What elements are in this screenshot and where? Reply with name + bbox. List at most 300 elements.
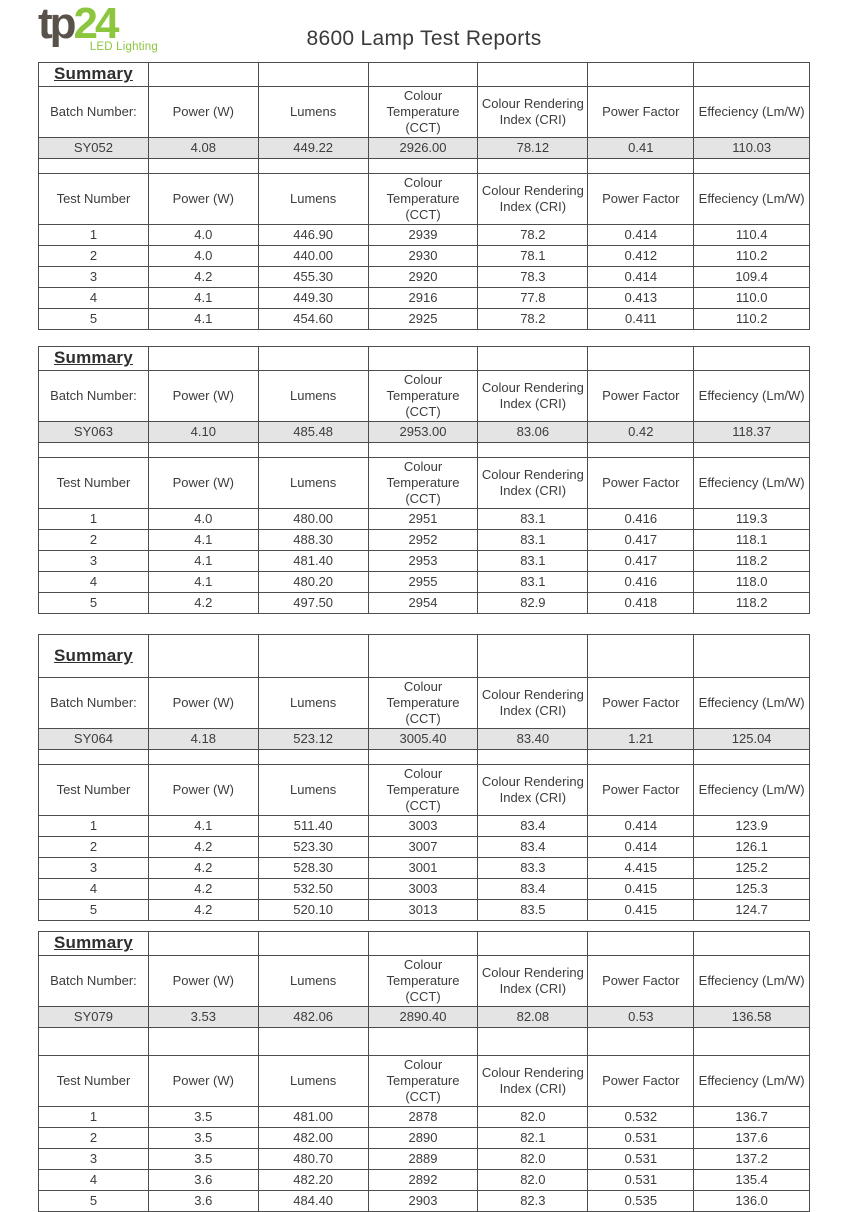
test-cell: 4.2: [148, 267, 258, 288]
empty-cell: [694, 750, 810, 765]
batch-cell: 4.10: [148, 422, 258, 443]
test-cell: 3001: [368, 858, 478, 879]
test-cell: 2920: [368, 267, 478, 288]
column-header-lumens: Lumens: [258, 458, 368, 509]
report-sections: [38, 62, 810, 1212]
empty-cell: [588, 932, 694, 956]
column-header-batch-number: Batch Number:: [39, 371, 149, 422]
test-number-cell: 1: [39, 225, 149, 246]
test-row: [39, 1128, 810, 1149]
test-number-cell: 3: [39, 858, 149, 879]
batch-number-cell: SY063: [39, 422, 149, 443]
column-header-power: Power (W): [148, 371, 258, 422]
empty-cell: [148, 1028, 258, 1056]
document-header: [38, 0, 810, 62]
batch-number-cell: SY052: [39, 138, 149, 159]
empty-cell: [148, 750, 258, 765]
batch-cell: 83.06: [478, 422, 588, 443]
column-header-cri: Colour Rendering Index (CRI): [478, 678, 588, 729]
test-cell: 83.4: [478, 837, 588, 858]
spacer-row: [39, 1028, 810, 1056]
empty-cell: [258, 347, 368, 371]
column-header-efficiency: Effeciency (Lm/W): [694, 458, 810, 509]
empty-cell: [588, 159, 694, 174]
test-cell: 4.2: [148, 900, 258, 921]
column-header-power-factor: Power Factor: [588, 458, 694, 509]
batch-cell: 125.04: [694, 729, 810, 750]
test-cell: 126.1: [694, 837, 810, 858]
test-cell: 482.20: [258, 1170, 368, 1191]
batch-cell: 449.22: [258, 138, 368, 159]
test-row: [39, 225, 810, 246]
test-cell: 482.00: [258, 1128, 368, 1149]
summary-heading-cell: [39, 347, 149, 371]
empty-cell: [148, 932, 258, 956]
test-cell: 78.2: [478, 225, 588, 246]
test-cell: 2916: [368, 288, 478, 309]
summary-heading: Summary: [53, 645, 133, 665]
column-header-cri: Colour Rendering Index (CRI): [478, 1056, 588, 1107]
test-cell: 528.30: [258, 858, 368, 879]
empty-cell: [588, 635, 694, 678]
test-cell: 2889: [368, 1149, 478, 1170]
test-row: [39, 837, 810, 858]
empty-cell: [148, 63, 258, 87]
column-header-power: Power (W): [148, 678, 258, 729]
test-cell: 136.0: [694, 1191, 810, 1212]
column-header-batch-number: Batch Number:: [39, 87, 149, 138]
summary-row: [39, 347, 810, 371]
column-header-cri: Colour Rendering Index (CRI): [478, 458, 588, 509]
test-number-cell: 5: [39, 1191, 149, 1212]
column-header-cri: Colour Rendering Index (CRI): [478, 765, 588, 816]
test-cell: 123.9: [694, 816, 810, 837]
column-header-cri: Colour Rendering Index (CRI): [478, 956, 588, 1007]
test-cell: 2925: [368, 309, 478, 330]
batch-cell: 0.53: [588, 1007, 694, 1028]
batch-cell: 3.53: [148, 1007, 258, 1028]
empty-cell: [478, 347, 588, 371]
test-number-cell: 4: [39, 288, 149, 309]
table-body: [39, 63, 810, 330]
test-cell: 488.30: [258, 530, 368, 551]
column-header-cct: Colour Temperature (CCT): [368, 174, 478, 225]
empty-cell: [694, 1028, 810, 1056]
test-cell: 78.1: [478, 246, 588, 267]
test-cell: 82.0: [478, 1149, 588, 1170]
test-cell: 4.2: [148, 858, 258, 879]
test-cell: 3003: [368, 879, 478, 900]
batch-cell: 2953.00: [368, 422, 478, 443]
empty-cell: [368, 159, 478, 174]
test-cell: 0.418: [588, 593, 694, 614]
test-cell: 0.531: [588, 1128, 694, 1149]
lamp-test-table: [38, 931, 810, 1212]
batch-cell: 0.41: [588, 138, 694, 159]
report-section: [38, 931, 810, 1212]
batch-cell: 110.03: [694, 138, 810, 159]
batch-summary-row: [39, 422, 810, 443]
column-header-cri: Colour Rendering Index (CRI): [478, 371, 588, 422]
test-cell: 78.3: [478, 267, 588, 288]
column-header-lumens: Lumens: [258, 956, 368, 1007]
test-cell: 4.0: [148, 509, 258, 530]
test-cell: 118.2: [694, 593, 810, 614]
empty-cell: [694, 347, 810, 371]
test-cell: 83.1: [478, 509, 588, 530]
test-cell: 0.414: [588, 837, 694, 858]
test-cell: 4.1: [148, 288, 258, 309]
test-cell: 109.4: [694, 267, 810, 288]
empty-cell: [368, 1028, 478, 1056]
empty-cell: [694, 443, 810, 458]
empty-cell: [694, 159, 810, 174]
test-cell: 2951: [368, 509, 478, 530]
test-row: [39, 1170, 810, 1191]
test-cell: 124.7: [694, 900, 810, 921]
test-cell: 83.1: [478, 572, 588, 593]
test-number-cell: 5: [39, 593, 149, 614]
empty-cell: [148, 635, 258, 678]
column-header-power-factor: Power Factor: [588, 371, 694, 422]
test-cell: 511.40: [258, 816, 368, 837]
test-number-cell: 4: [39, 879, 149, 900]
empty-cell: [694, 63, 810, 87]
empty-cell: [478, 1028, 588, 1056]
test-number-cell: 4: [39, 1170, 149, 1191]
test-cell: 110.4: [694, 225, 810, 246]
test-row: [39, 1149, 810, 1170]
test-cell: 110.2: [694, 309, 810, 330]
empty-cell: [39, 750, 149, 765]
empty-cell: [588, 347, 694, 371]
batch-cell: 4.08: [148, 138, 258, 159]
test-row: [39, 879, 810, 900]
test-cell: 454.60: [258, 309, 368, 330]
test-number-cell: 3: [39, 1149, 149, 1170]
column-header-power-factor: Power Factor: [588, 765, 694, 816]
column-header-power: Power (W): [148, 956, 258, 1007]
test-cell: 3.6: [148, 1170, 258, 1191]
column-header-cct: Colour Temperature (CCT): [368, 956, 478, 1007]
test-cell: 0.531: [588, 1149, 694, 1170]
test-number-cell: 1: [39, 1107, 149, 1128]
test-cell: 4.1: [148, 309, 258, 330]
report-section: [38, 634, 810, 921]
column-header-power-factor: Power Factor: [588, 174, 694, 225]
column-header-power-factor: Power Factor: [588, 87, 694, 138]
test-cell: 4.1: [148, 551, 258, 572]
summary-heading: Summary: [53, 933, 133, 953]
test-cell: 0.417: [588, 530, 694, 551]
batch-cell: 2926.00: [368, 138, 478, 159]
column-header-cct: Colour Temperature (CCT): [368, 371, 478, 422]
column-header-power: Power (W): [148, 458, 258, 509]
summary-row: [39, 63, 810, 87]
batch-header-row: [39, 371, 810, 422]
empty-cell: [258, 63, 368, 87]
table-body: [39, 932, 810, 1212]
batch-cell: 78.12: [478, 138, 588, 159]
test-number-cell: 2: [39, 1128, 149, 1149]
test-row: [39, 551, 810, 572]
test-cell: 82.9: [478, 593, 588, 614]
column-header-lumens: Lumens: [258, 1056, 368, 1107]
test-cell: 0.415: [588, 900, 694, 921]
test-cell: 480.70: [258, 1149, 368, 1170]
spacer-row: [39, 750, 810, 765]
empty-cell: [588, 1028, 694, 1056]
test-cell: 0.416: [588, 572, 694, 593]
test-row: [39, 267, 810, 288]
test-cell: 4.2: [148, 593, 258, 614]
test-number-cell: 5: [39, 309, 149, 330]
column-header-batch-number: Batch Number:: [39, 678, 149, 729]
test-cell: 77.8: [478, 288, 588, 309]
column-header-lumens: Lumens: [258, 174, 368, 225]
empty-cell: [478, 63, 588, 87]
test-cell: 137.2: [694, 1149, 810, 1170]
batch-cell: 1.21: [588, 729, 694, 750]
test-cell: 4.1: [148, 816, 258, 837]
test-header-row: [39, 458, 810, 509]
summary-heading-cell: [39, 932, 149, 956]
test-cell: 480.00: [258, 509, 368, 530]
logo-subtitle: LED Lighting: [89, 41, 158, 53]
empty-cell: [478, 750, 588, 765]
empty-cell: [258, 932, 368, 956]
test-cell: 0.532: [588, 1107, 694, 1128]
empty-cell: [39, 159, 149, 174]
test-cell: 455.30: [258, 267, 368, 288]
column-header-cct: Colour Temperature (CCT): [368, 87, 478, 138]
column-header-lumens: Lumens: [258, 765, 368, 816]
column-header-cct: Colour Temperature (CCT): [368, 678, 478, 729]
empty-cell: [258, 1028, 368, 1056]
test-cell: 520.10: [258, 900, 368, 921]
column-header-power-factor: Power Factor: [588, 956, 694, 1007]
test-cell: 83.1: [478, 551, 588, 572]
column-header-test-number: Test Number: [39, 174, 149, 225]
column-header-power: Power (W): [148, 1056, 258, 1107]
test-cell: 449.30: [258, 288, 368, 309]
batch-cell: 82.08: [478, 1007, 588, 1028]
batch-number-cell: SY079: [39, 1007, 149, 1028]
test-cell: 83.4: [478, 816, 588, 837]
test-header-row: [39, 174, 810, 225]
batch-summary-row: [39, 1007, 810, 1028]
batch-cell: 136.58: [694, 1007, 810, 1028]
empty-cell: [368, 443, 478, 458]
summary-heading-cell: [39, 63, 149, 87]
column-header-cct: Colour Temperature (CCT): [368, 458, 478, 509]
test-number-cell: 5: [39, 900, 149, 921]
column-header-efficiency: Effeciency (Lm/W): [694, 765, 810, 816]
test-cell: 4.415: [588, 858, 694, 879]
test-cell: 118.2: [694, 551, 810, 572]
test-cell: 110.0: [694, 288, 810, 309]
logo-tp: tp: [38, 0, 74, 48]
table-body: [39, 347, 810, 614]
column-header-power: Power (W): [148, 174, 258, 225]
test-cell: 0.531: [588, 1170, 694, 1191]
empty-cell: [39, 1028, 149, 1056]
test-cell: 0.414: [588, 267, 694, 288]
empty-cell: [478, 443, 588, 458]
test-cell: 83.1: [478, 530, 588, 551]
column-header-lumens: Lumens: [258, 678, 368, 729]
test-cell: 4.1: [148, 530, 258, 551]
column-header-lumens: Lumens: [258, 87, 368, 138]
test-cell: 2892: [368, 1170, 478, 1191]
empty-cell: [368, 347, 478, 371]
column-header-cri: Colour Rendering Index (CRI): [478, 87, 588, 138]
test-row: [39, 288, 810, 309]
column-header-lumens: Lumens: [258, 371, 368, 422]
summary-row: [39, 932, 810, 956]
empty-cell: [478, 159, 588, 174]
test-cell: 3.5: [148, 1149, 258, 1170]
test-row: [39, 816, 810, 837]
test-cell: 0.414: [588, 225, 694, 246]
empty-cell: [148, 159, 258, 174]
test-row: [39, 572, 810, 593]
empty-cell: [39, 443, 149, 458]
empty-cell: [258, 635, 368, 678]
test-number-cell: 2: [39, 246, 149, 267]
test-cell: 440.00: [258, 246, 368, 267]
test-cell: 119.3: [694, 509, 810, 530]
test-number-cell: 3: [39, 551, 149, 572]
batch-cell: 523.12: [258, 729, 368, 750]
batch-cell: 3005.40: [368, 729, 478, 750]
test-cell: 446.90: [258, 225, 368, 246]
test-cell: 484.40: [258, 1191, 368, 1212]
test-cell: 0.535: [588, 1191, 694, 1212]
column-header-cct: Colour Temperature (CCT): [368, 1056, 478, 1107]
batch-cell: 83.40: [478, 729, 588, 750]
test-cell: 2954: [368, 593, 478, 614]
test-cell: 2878: [368, 1107, 478, 1128]
test-cell: 83.5: [478, 900, 588, 921]
column-header-test-number: Test Number: [39, 765, 149, 816]
empty-cell: [694, 932, 810, 956]
column-header-power-factor: Power Factor: [588, 1056, 694, 1107]
test-row: [39, 309, 810, 330]
test-cell: 2955: [368, 572, 478, 593]
test-cell: 83.4: [478, 879, 588, 900]
test-cell: 4.0: [148, 225, 258, 246]
column-header-efficiency: Effeciency (Lm/W): [694, 174, 810, 225]
test-cell: 118.1: [694, 530, 810, 551]
column-header-efficiency: Effeciency (Lm/W): [694, 1056, 810, 1107]
test-cell: 4.2: [148, 879, 258, 900]
logo-24: 24: [73, 0, 117, 48]
batch-cell: 482.06: [258, 1007, 368, 1028]
test-cell: 3003: [368, 816, 478, 837]
test-cell: 2930: [368, 246, 478, 267]
empty-cell: [368, 932, 478, 956]
batch-summary-row: [39, 138, 810, 159]
batch-cell: 4.18: [148, 729, 258, 750]
empty-cell: [148, 347, 258, 371]
spacer-row: [39, 443, 810, 458]
test-number-cell: 1: [39, 509, 149, 530]
test-row: [39, 509, 810, 530]
test-cell: 4.2: [148, 837, 258, 858]
column-header-cri: Colour Rendering Index (CRI): [478, 174, 588, 225]
test-cell: 125.3: [694, 879, 810, 900]
test-cell: 0.414: [588, 816, 694, 837]
test-cell: 82.0: [478, 1107, 588, 1128]
empty-cell: [368, 63, 478, 87]
test-cell: 83.3: [478, 858, 588, 879]
batch-header-row: [39, 678, 810, 729]
batch-cell: 485.48: [258, 422, 368, 443]
batch-number-cell: SY064: [39, 729, 149, 750]
test-header-row: [39, 1056, 810, 1107]
report-section: [38, 62, 810, 330]
batch-header-row: [39, 87, 810, 138]
test-cell: 3007: [368, 837, 478, 858]
test-cell: 497.50: [258, 593, 368, 614]
batch-cell: 2890.40: [368, 1007, 478, 1028]
lamp-test-table: [38, 346, 810, 614]
test-cell: 2953: [368, 551, 478, 572]
test-cell: 481.00: [258, 1107, 368, 1128]
column-header-cct: Colour Temperature (CCT): [368, 765, 478, 816]
test-number-cell: 1: [39, 816, 149, 837]
column-header-power-factor: Power Factor: [588, 678, 694, 729]
test-cell: 4.0: [148, 246, 258, 267]
lamp-test-table: [38, 62, 810, 330]
column-header-efficiency: Effeciency (Lm/W): [694, 371, 810, 422]
test-cell: 82.3: [478, 1191, 588, 1212]
empty-cell: [588, 63, 694, 87]
test-row: [39, 1107, 810, 1128]
test-cell: 2939: [368, 225, 478, 246]
page-title: 8600 Lamp Test Reports: [306, 27, 542, 50]
test-cell: 136.7: [694, 1107, 810, 1128]
spacer-row: [39, 159, 810, 174]
test-cell: 78.2: [478, 309, 588, 330]
test-cell: 110.2: [694, 246, 810, 267]
test-cell: 481.40: [258, 551, 368, 572]
test-cell: 523.30: [258, 837, 368, 858]
empty-cell: [478, 932, 588, 956]
empty-cell: [258, 750, 368, 765]
empty-cell: [694, 635, 810, 678]
test-row: [39, 900, 810, 921]
summary-heading: Summary: [53, 64, 133, 84]
test-cell: 0.416: [588, 509, 694, 530]
test-cell: 0.415: [588, 879, 694, 900]
test-cell: 0.411: [588, 309, 694, 330]
test-cell: 3013: [368, 900, 478, 921]
report-section: [38, 346, 810, 614]
test-cell: 0.413: [588, 288, 694, 309]
test-cell: 0.412: [588, 246, 694, 267]
test-cell: 0.417: [588, 551, 694, 572]
empty-cell: [258, 159, 368, 174]
batch-cell: 118.37: [694, 422, 810, 443]
test-cell: 3.5: [148, 1107, 258, 1128]
test-row: [39, 1191, 810, 1212]
summary-heading: Summary: [53, 348, 133, 368]
empty-cell: [368, 750, 478, 765]
test-cell: 3.6: [148, 1191, 258, 1212]
summary-row: [39, 635, 810, 678]
